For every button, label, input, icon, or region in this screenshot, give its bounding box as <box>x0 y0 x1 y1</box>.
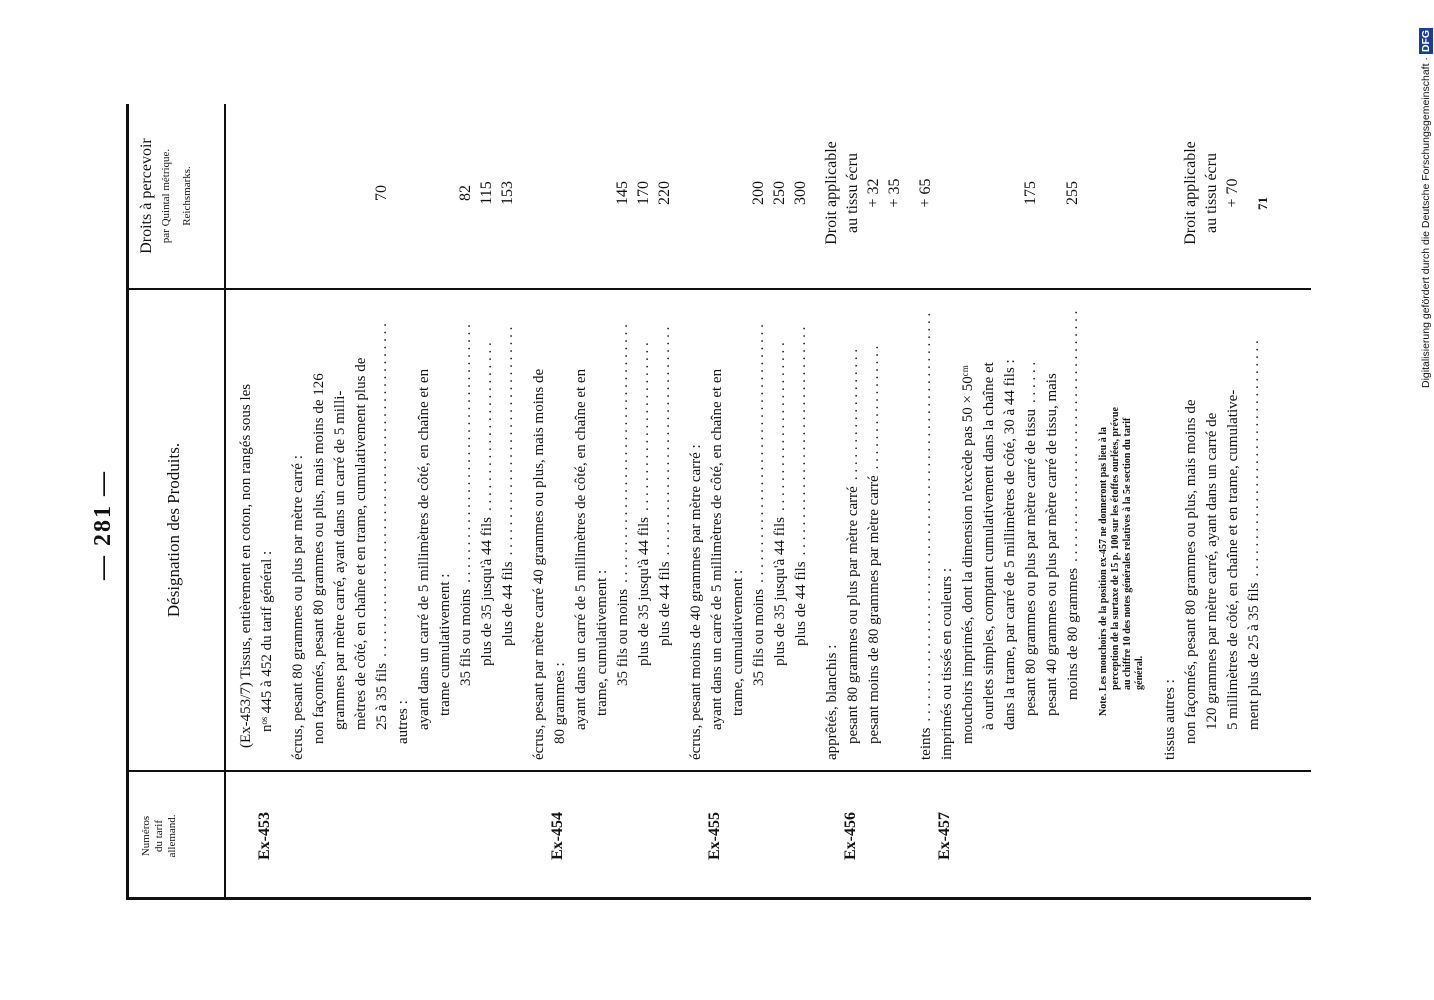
designation-line <box>456 321 476 686</box>
designation-text: mouchoirs imprimés, dont la dimension n'excède pas 50 × 50ᶜᵐ <box>960 365 976 744</box>
designation-line <box>822 645 842 760</box>
designation-text: tissus autres : <box>1162 679 1178 760</box>
designation-line <box>1042 373 1062 716</box>
designation-text: (Ex-453/7) Tissus, entièrement en coton, non rangés sous les <box>238 383 254 748</box>
duty-value: Droit applicable <box>823 141 840 245</box>
designation-line <box>707 369 727 730</box>
designation-line <box>288 455 308 760</box>
designation-line <box>571 369 591 730</box>
designation-line <box>686 444 706 760</box>
designation-line <box>1181 399 1201 744</box>
duty-value: + 32 <box>865 178 882 208</box>
designation-text: trame, cumulativement : <box>730 569 746 716</box>
header-numeros-line: du tarif <box>153 819 165 853</box>
duty-value: + 65 <box>917 178 934 208</box>
header-numeros-line: allemand. <box>166 814 178 858</box>
header-droits-title: Droits à percevoir <box>138 138 155 254</box>
designation-line <box>1160 679 1180 760</box>
designation-line <box>1000 359 1020 730</box>
duty-value: 250 <box>771 181 788 205</box>
designation-text: grammes par mètre carré, ayant dans un carré de 5 milli- <box>332 390 348 730</box>
designation-text: pesant moins de 80 grammes par mètre carré <box>866 475 882 744</box>
designation-line <box>477 343 497 666</box>
duty-value: 70 <box>373 185 390 201</box>
designation-line <box>791 326 811 646</box>
tariff-number: Ex-456 <box>842 812 859 860</box>
designation-text: ayant dans un carré de 5 millimètres de côté, en chaîne et en <box>573 368 589 730</box>
designation-text: trame cumulativement : <box>437 573 453 716</box>
dot-leader <box>456 321 476 583</box>
table-top-rule <box>126 104 129 900</box>
designation-line <box>1244 338 1264 730</box>
designation-text: plus de 35 jusqu'à 44 fils <box>479 517 495 666</box>
designation-text: ayant dans un carré de 5 millimètres de côté, en chaîne et en <box>416 368 432 730</box>
designation-text: dans la trame, par carré de 5 millimètres de côté, 30 à 44 fils : <box>1002 359 1018 730</box>
duty-value: Droit applicable <box>1182 141 1199 245</box>
designation-line <box>309 373 329 744</box>
digitization-credit <box>1419 8 1433 388</box>
duty-value: 300 <box>792 181 809 205</box>
designation-text: trame, cumulativement : <box>594 569 610 716</box>
designation-line <box>634 343 654 666</box>
designation-text: écrus, pesant moins de 40 grammes par mètre carré : <box>688 444 704 760</box>
designation-line <box>958 365 978 744</box>
designation-text: ment plus de 25 à 35 fils <box>1246 582 1262 730</box>
designation-text: teints <box>918 727 934 760</box>
designation-text: imprimés ou tissés en couleurs : <box>939 567 955 760</box>
dot-leader <box>498 326 518 555</box>
duty-value: + 35 <box>886 178 903 208</box>
page-footer-number: 71 <box>1255 197 1270 210</box>
dot-leader <box>864 342 884 469</box>
header-bottom-rule <box>224 104 226 900</box>
designation-line <box>372 322 392 730</box>
rotated-document-page <box>80 100 1360 950</box>
dot-leader <box>916 312 936 722</box>
designation-line <box>749 321 769 686</box>
note-line: général. <box>1134 655 1145 690</box>
note-line: perception de la surtaxe de 15 p. 100 sur les étoffes ourlées, prévue <box>1110 407 1121 690</box>
column-rule-2 <box>126 288 1311 290</box>
duty-value: 82 <box>457 185 474 201</box>
duty-value: au tissu écru <box>844 153 861 233</box>
credit-text: Digitalisierung gefördert durch die Deutsche Forschungsgemeinschaft · <box>1420 57 1432 388</box>
designation-line <box>770 343 790 666</box>
designation-text: pesant 80 grammes ou plus par mètre carré <box>845 486 861 744</box>
designation-text: à ourlets simples, comptant cumulativement dans la chaîne et <box>981 362 997 730</box>
header-droits-unit: par Quintal métrique. <box>160 148 172 244</box>
designation-text: écrus, pesant 80 grammes ou plus par mètre carré : <box>290 455 306 760</box>
designation-line <box>979 362 999 730</box>
designation-line <box>592 570 612 716</box>
designation-text: ayant dans un carré de 5 millimètres de côté, en chaîne et en <box>709 368 725 730</box>
designation-text: écrus, pesant par mètre carré 40 grammes ou plus, mais moins de <box>531 368 547 760</box>
designation-line <box>864 342 884 744</box>
dot-leader <box>843 346 863 481</box>
designation-text: plus de 35 jusqu'à 44 fils <box>772 517 788 666</box>
designation-line <box>236 384 256 748</box>
designation-line <box>330 391 350 730</box>
duty-value: 153 <box>499 181 516 205</box>
duty-value: au tissu écru <box>1203 153 1220 233</box>
designation-text: non façonnés, pesant 80 grammes ou plus, mais moins de 126 <box>311 373 327 744</box>
dot-leader <box>1021 363 1041 403</box>
designation-line <box>1223 390 1243 730</box>
duty-value: 255 <box>1064 181 1081 205</box>
dot-leader <box>1244 338 1264 577</box>
duty-value: 145 <box>614 181 631 205</box>
designation-line <box>529 369 549 760</box>
designation-text: autres : <box>395 700 411 744</box>
designation-line <box>414 369 434 730</box>
designation-line <box>1021 363 1041 716</box>
dfg-logo: DFG <box>1420 29 1432 53</box>
dot-leader <box>372 322 392 657</box>
dot-leader <box>770 343 790 511</box>
dot-leader <box>655 326 675 555</box>
dot-leader <box>477 343 497 511</box>
designation-text: pesant 80 grammes ou plus par mètre carré de tissu <box>1023 409 1039 716</box>
designation-text: plus de 44 fils <box>500 561 516 646</box>
duty-value: 170 <box>635 181 652 205</box>
dot-leader <box>791 326 811 555</box>
designation-line <box>498 326 518 646</box>
header-droits-currency: Reichsmarks. <box>181 166 193 226</box>
designation-text: mètres de côté, en chaîne et en trame, cumulativement plus de <box>353 357 369 730</box>
designation-line <box>257 551 277 732</box>
dot-leader <box>1063 309 1083 562</box>
designation-line <box>393 700 413 744</box>
tariff-number: Ex-453 <box>256 812 273 860</box>
duty-value: 200 <box>750 181 767 205</box>
designation-text: moins de 80 grammes <box>1065 567 1081 700</box>
duty-value: 220 <box>656 181 673 205</box>
designation-line <box>728 570 748 716</box>
designation-text: 5 millimètres de côté, en chaîne et en trame, cumulative- <box>1225 389 1241 730</box>
designation-text: 35 fils ou moins <box>615 588 631 686</box>
tariff-number: Ex-457 <box>936 812 953 860</box>
designation-text: 25 à 35 fils <box>374 662 390 730</box>
header-droits <box>138 104 194 288</box>
designation-line <box>937 568 957 760</box>
dot-leader <box>613 321 633 583</box>
designation-text: plus de 35 jusqu'à 44 fils <box>636 517 652 666</box>
tariff-number: Ex-455 <box>706 812 723 860</box>
designation-text: pesant 40 grammes ou plus par mètre carré de tissu, mais <box>1044 373 1060 716</box>
tariff-table <box>126 104 1326 900</box>
designation-text: non façonnés, pesant 80 grammes ou plus, mais moins de <box>1183 399 1199 744</box>
designation-text: apprêtés, blanchis : <box>824 644 840 760</box>
dot-leader <box>749 321 769 583</box>
designation-line <box>655 326 675 646</box>
designation-text: 80 grammes : <box>552 662 568 744</box>
header-numeros <box>140 772 179 900</box>
designation-line <box>351 358 371 730</box>
designation-line <box>1063 309 1083 700</box>
designation-text: plus de 44 fils <box>657 561 673 646</box>
header-numeros-line: Numéros <box>140 815 152 857</box>
designation-line <box>550 662 570 744</box>
designation-text: 120 grammes par mètre carré, ayant dans un carré de <box>1204 412 1220 730</box>
tariff-number: Ex-454 <box>549 812 566 860</box>
header-designation: Désignation des Produits. <box>164 442 183 618</box>
designation-text: nᵒˢ 445 à 452 du tarif général : <box>259 550 275 732</box>
designation-line <box>1202 413 1222 730</box>
duty-value: + 70 <box>1224 178 1241 208</box>
designation-text: 35 fils ou moins <box>751 588 767 686</box>
note-line: au chiffre 10 des notes générales relatives à la 5e section du tarif <box>1122 417 1133 690</box>
designation-text: 35 fils ou moins <box>458 588 474 686</box>
duty-value: 115 <box>478 181 495 205</box>
designation-line <box>916 312 936 760</box>
dot-leader <box>634 343 654 511</box>
designation-text: plus de 44 fils <box>793 561 809 646</box>
page-number: — 281 — <box>90 470 116 580</box>
note-line: Note. Les mouchoirs de la position ex-457 ne donneront pas lieu à la <box>1098 427 1109 716</box>
duty-value: 175 <box>1022 181 1039 205</box>
designation-line <box>435 574 455 716</box>
designation-line <box>843 346 863 744</box>
designation-line <box>613 321 633 686</box>
